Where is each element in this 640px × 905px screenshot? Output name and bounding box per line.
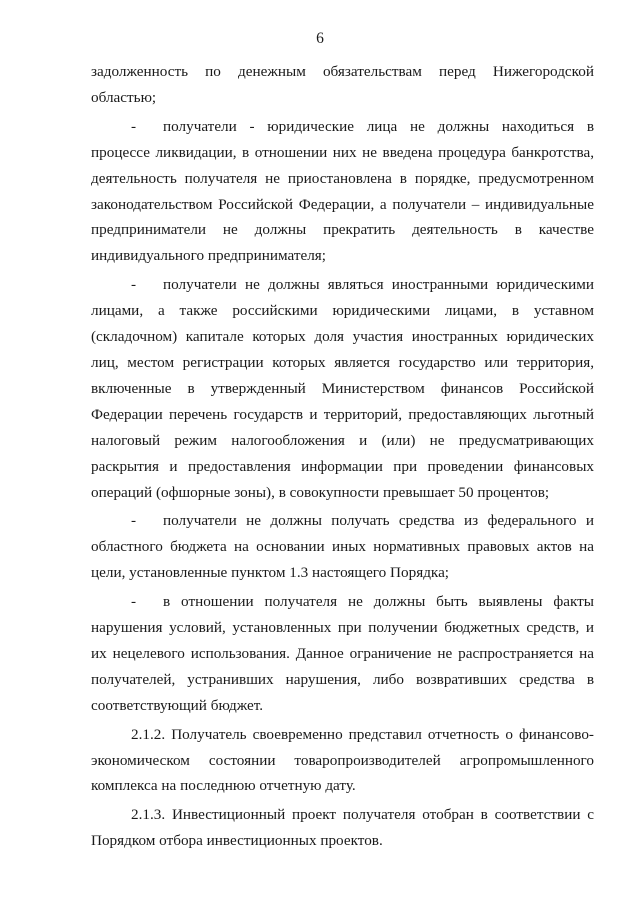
page-number: 6 [316, 30, 324, 47]
paragraph-debt-continuation [91, 59, 594, 111]
list-item-text: получатели не должны являться иностранными юридическими лицами, а также российскими юридическими лицами, в уставном (складочном) капитале которых доля участия иностранных юридических лиц, местом регистрации которых является государство или территория, включенные в утвержденный Министерством финансов Российской Федерации перечень государств и территорий, предоставляющих льготный налоговый режим налогообложения и (или) не предусматривающих раскрытия и предоставления информации при проведении финансовых операций (офшорные зоны), в совокупности превышает 50 процентов; [91, 276, 594, 501]
list-item-other-funding [91, 508, 594, 586]
clause-2-1-3 [91, 802, 594, 854]
list-item-text: получатели - юридические лица не должны находиться в процессе ликвидации, в отношении них не введена процедура банкротства, деятельность получателя не приостановлена в порядке, предусмотренном законодательством Российской Федерации, а получатели – индивидуальные предприниматели не должны прекратить деятельность в качестве индивидуального предпринимателя; [91, 117, 594, 265]
clause-text: 2.1.2. Получатель своевременно представил отчетность о финансово-экономическом состоянии товаропроизводителей агропромышленного комплекса на последнюю отчетную дату. [91, 725, 594, 795]
dash-marker: - [131, 512, 137, 530]
dash-marker: - [131, 276, 137, 294]
document-body [91, 59, 594, 854]
clause-2-1-2 [91, 722, 594, 800]
dash-marker: - [131, 593, 137, 611]
list-item-liquidation [91, 114, 594, 269]
list-item-foreign-entities [91, 272, 594, 505]
list-item-text: в отношении получателя не должны быть выявлены факты нарушения условий, установленных при получении бюджетных средств, и их нецелевого использования. Данное ограничение не распространяется на получателей, устранивших нарушения, либо возвративших средства в соответствующий бюджет. [91, 593, 594, 714]
list-item-violations [91, 589, 594, 719]
dash-marker: - [131, 117, 137, 135]
paragraph-text: задолженность по денежным обязательствам перед Нижегородской областью; [91, 63, 594, 106]
list-item-text: получатели не должны получать средства из федерального и областного бюджета на основании иных нормативных правовых актов на цели, установленные пунктом 1.3 настоящего Порядка; [91, 512, 594, 582]
clause-text: 2.1.3. Инвестиционный проект получателя отобран в соответствии с Порядком отбора инвестиционных проектов. [91, 806, 594, 850]
